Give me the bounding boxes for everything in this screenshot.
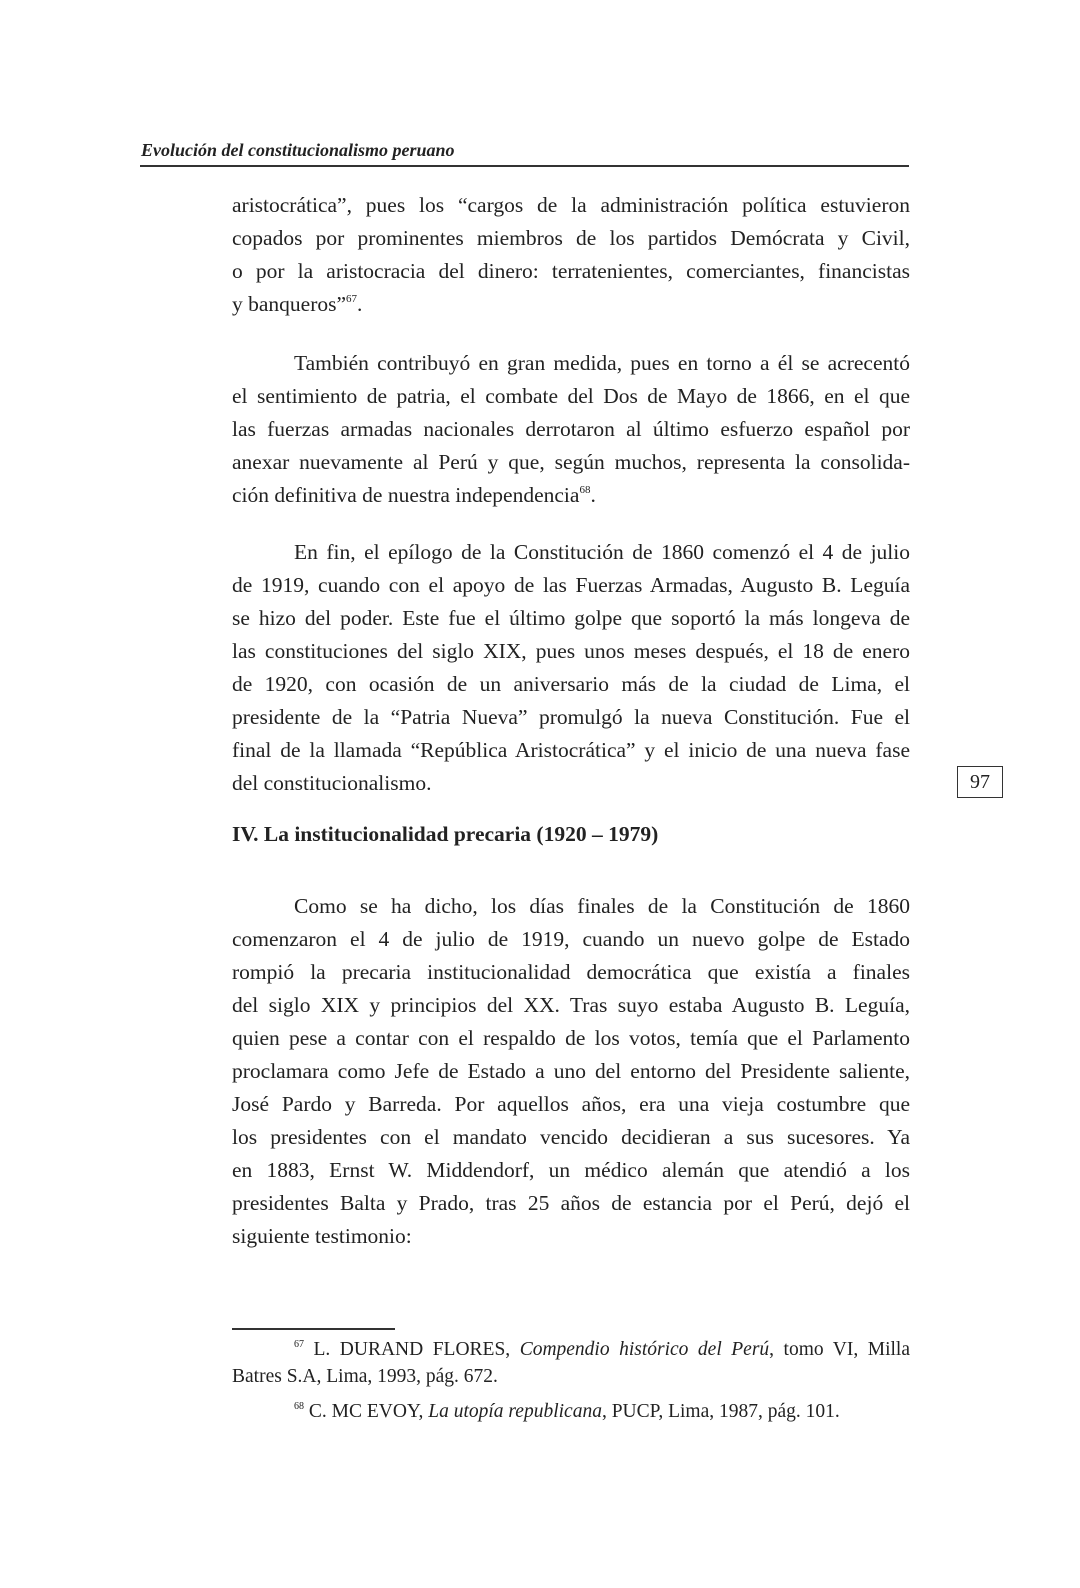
text-segment: . xyxy=(590,483,596,507)
text-line xyxy=(232,989,910,1022)
text-segment: de 1919, cuando con el apoyo de las Fuerzas Armadas, Augusto B. Leguía xyxy=(232,573,910,597)
text-segment: rompió la precaria institucionalidad democrática que existía a finales xyxy=(232,960,910,984)
text-segment: C. MC EVOY, xyxy=(304,1401,429,1422)
italic-title: Compendio histórico del Perú xyxy=(519,1339,770,1360)
text-segment: el sentimiento de patria, el combate del Dos de Mayo de 1866, en el que xyxy=(232,384,910,408)
text-line xyxy=(232,255,910,288)
text-segment: Como se ha dicho, los días finales de la Constitución de 1860 xyxy=(294,894,910,918)
text-segment: final de la llamada “República Aristocrática” y el inicio de una nueva fase xyxy=(232,738,910,762)
footnote-ref: 67 xyxy=(294,1339,304,1350)
running-header: Evolución del constitucionalismo peruano xyxy=(141,140,455,160)
paragraph xyxy=(232,347,910,512)
header-rule xyxy=(140,165,909,167)
text-segment: . xyxy=(357,292,363,316)
text-line xyxy=(232,1088,910,1121)
text-line xyxy=(232,1055,910,1088)
text-line xyxy=(232,767,910,800)
text-segment: de 1920, con ocasión de un aniversario más de la ciudad de Lima, el xyxy=(232,672,910,696)
text-segment: , tomo VI, Milla xyxy=(769,1339,910,1360)
text-segment: comenzaron el 4 de julio de 1919, cuando un nuevo golpe de Estado xyxy=(232,927,910,951)
text-segment: los presidentes con el mandato vencido decidieran a sus sucesores. Ya xyxy=(232,1125,910,1149)
text-line xyxy=(232,1220,910,1253)
text-line xyxy=(232,380,910,413)
text-line xyxy=(232,602,910,635)
text-line xyxy=(232,1363,910,1390)
text-segment: proclamara como Jefe de Estado a uno del entorno del Presidente saliente, xyxy=(232,1059,910,1083)
footnote xyxy=(232,1398,910,1425)
text-line xyxy=(232,1398,910,1425)
text-segment: En fin, el epílogo de la Constitución de 1860 comenzó el 4 de julio xyxy=(294,540,910,564)
text-line xyxy=(232,956,910,989)
text-line xyxy=(232,923,910,956)
paragraph xyxy=(232,536,910,800)
text-line xyxy=(232,734,910,767)
text-segment: ción definitiva de nuestra independencia xyxy=(232,483,580,507)
text-segment: las constituciones del siglo XIX, pues unos meses después, el 18 de enero xyxy=(232,639,910,663)
footnote-ref: 68 xyxy=(294,1401,304,1412)
text-line xyxy=(232,1022,910,1055)
footnote-ref: 67 xyxy=(346,293,358,305)
text-segment: las fuerzas armadas nacionales derrotaron al último esfuerzo español por xyxy=(232,417,910,441)
section-heading: IV. La institucionalidad precaria (1920 – 1979) xyxy=(232,822,659,846)
text-segment: Batres S.A, Lima, 1993, pág. 672. xyxy=(232,1366,498,1387)
text-line xyxy=(232,635,910,668)
text-segment: presidentes Balta y Prado, tras 25 años de estancia por el Perú, dejó el xyxy=(232,1191,910,1215)
text-line xyxy=(232,701,910,734)
text-segment: del constitucionalismo. xyxy=(232,771,432,795)
text-segment: del siglo XIX y principios del XX. Tras suyo estaba Augusto B. Leguía, xyxy=(232,993,910,1017)
text-segment: aristocrática”, pues los “cargos de la administración política estuvieron xyxy=(232,193,910,217)
text-line xyxy=(232,569,910,602)
footnote-rule xyxy=(232,1328,395,1330)
text-line xyxy=(232,479,910,512)
paragraph xyxy=(232,890,910,1253)
text-segment: se hizo del poder. Este fue el último golpe que soportó la más longeva de xyxy=(232,606,910,630)
text-segment: , PUCP, Lima, 1987, pág. 101. xyxy=(601,1401,840,1422)
footnote xyxy=(232,1336,910,1390)
text-line xyxy=(232,668,910,701)
text-line xyxy=(232,1154,910,1187)
text-line xyxy=(232,347,910,380)
text-line xyxy=(232,222,910,255)
text-segment: en 1883, Ernst W. Middendorf, un médico alemán que atendió a los xyxy=(232,1158,910,1182)
text-segment: siguiente testimonio: xyxy=(232,1224,412,1248)
text-line xyxy=(232,1336,910,1363)
text-segment: anexar nuevamente al Perú y que, según muchos, representa la consolida- xyxy=(232,450,910,474)
text-line xyxy=(232,288,910,321)
text-line xyxy=(232,536,910,569)
text-line xyxy=(232,189,910,222)
text-segment: presidente de la “Patria Nueva” promulgó la nueva Constitución. Fue el xyxy=(232,705,910,729)
paragraph xyxy=(232,189,910,321)
text-line xyxy=(232,446,910,479)
text-segment: o por la aristocracia del dinero: terratenientes, comerciantes, financistas xyxy=(232,259,910,283)
page-number: 97 xyxy=(957,766,1003,798)
text-segment: L. DURAND FLORES, xyxy=(304,1339,520,1360)
text-segment: También contribuyó en gran medida, pues en torno a él se acrecentó xyxy=(294,351,910,375)
text-segment: quien pese a contar con el respaldo de los votos, temía que el Parlamento xyxy=(232,1026,910,1050)
text-segment: José Pardo y Barreda. Por aquellos años, era una vieja costumbre que xyxy=(232,1092,910,1116)
text-line xyxy=(232,1187,910,1220)
italic-title: La utopía republicana xyxy=(428,1401,602,1422)
text-line xyxy=(232,890,910,923)
text-line xyxy=(232,1121,910,1154)
text-segment: copados por prominentes miembros de los partidos Demócrata y Civil, xyxy=(232,226,910,250)
text-segment: y banqueros” xyxy=(232,292,347,316)
text-line xyxy=(232,413,910,446)
footnote-ref: 68 xyxy=(579,484,591,496)
